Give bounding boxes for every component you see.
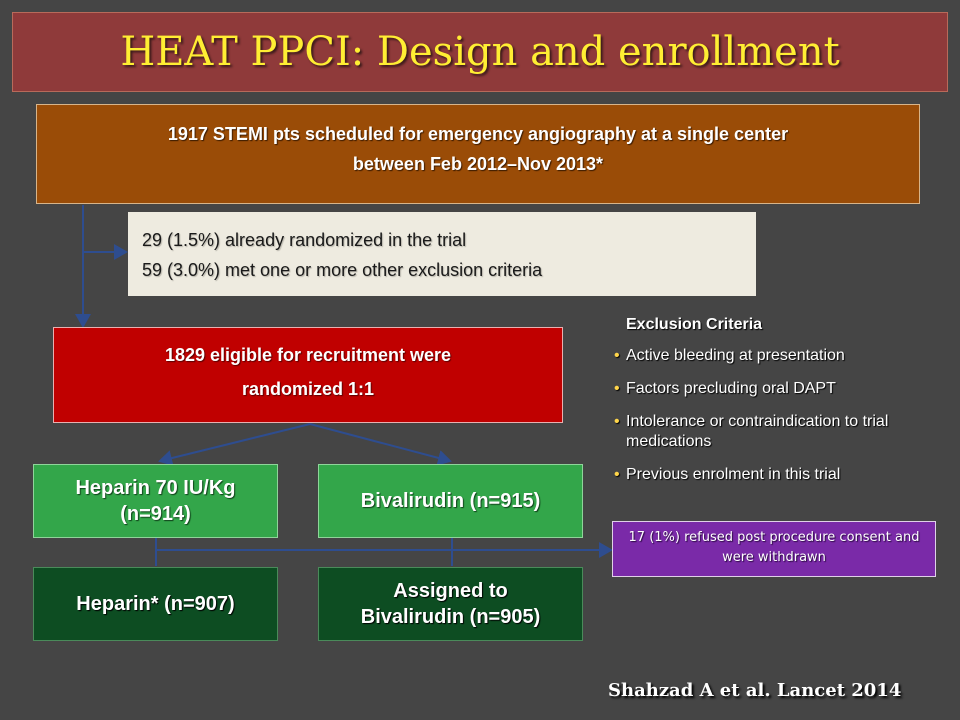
bivalirudin-final-box <box>318 567 583 641</box>
title-bar <box>12 12 948 92</box>
heparin-arm-line-1: Heparin 70 IU/Kg <box>75 477 236 499</box>
excluded-line-2: 59 (3.0%) met one or more other exclusion criteria <box>142 260 543 280</box>
excluded-box <box>128 212 756 296</box>
eligible-line-1: 1829 eligible for recruitment were <box>164 345 452 365</box>
citation: Shahzad A et al. Lancet 2014 <box>608 680 902 701</box>
exclusion-criteria-list <box>612 346 952 498</box>
bivalirudin-final-line-1: Assigned to <box>393 580 508 602</box>
bivalirudin-arm-label: Bivalirudin (n=915) <box>360 490 541 512</box>
page-title: HEAT PPCI: Design and enrollment <box>120 29 840 75</box>
heparin-final-label: Heparin* (n=907) <box>76 593 235 615</box>
criteria-item: • Active bleeding at presentation <box>612 346 952 366</box>
exclusion-criteria-title: Exclusion Criteria <box>626 316 763 333</box>
criteria-item: • Factors precluding oral DAPT <box>612 379 952 399</box>
eligible-box <box>53 327 563 423</box>
connector-to-heparin <box>160 424 310 461</box>
connector-to-bivalirudin <box>310 424 450 461</box>
screened-line-1: 1917 STEMI pts scheduled for emergency angiography at a single center <box>167 124 789 144</box>
bivalirudin-arm-box <box>318 464 583 538</box>
criteria-item: • Intolerance or contraindication to trial medications <box>612 412 952 452</box>
eligible-line-2: randomized 1:1 <box>241 379 375 399</box>
screened-line-2: between Feb 2012–Nov 2013* <box>352 154 604 174</box>
heparin-arm-line-2: (n=914) <box>120 503 191 525</box>
criteria-item: • Previous enrolment in this trial <box>612 465 952 485</box>
excluded-line-1: 29 (1.5%) already randomized in the trial <box>142 230 467 250</box>
bivalirudin-final-line-2: Bivalirudin (n=905) <box>360 606 541 628</box>
withdrawn-text: 17 (1%) refused post procedure consent and were withdrawn <box>628 530 920 565</box>
withdrawn-box <box>612 521 936 577</box>
screened-box <box>36 104 920 204</box>
heparin-arm-box <box>33 464 278 538</box>
heparin-final-box <box>33 567 278 641</box>
